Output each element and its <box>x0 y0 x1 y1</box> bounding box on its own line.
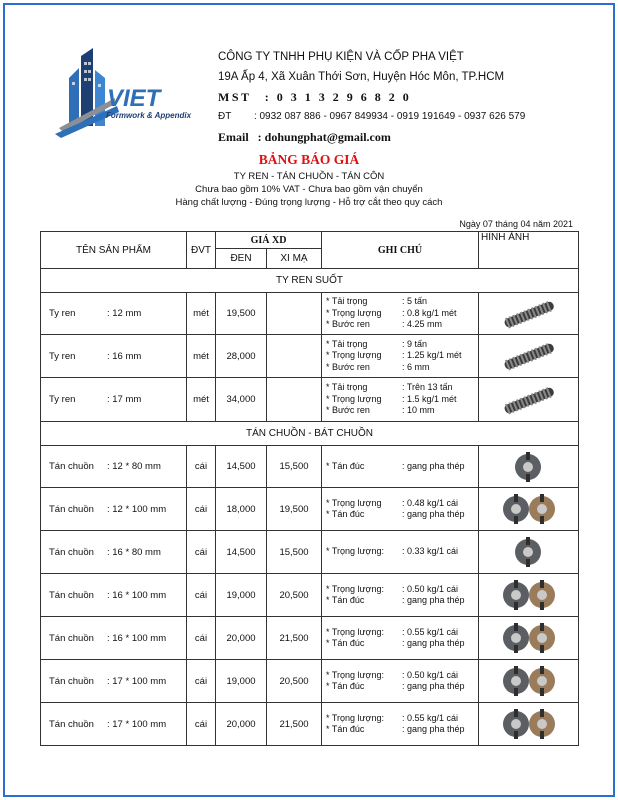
note-cell <box>322 446 479 488</box>
table-row <box>41 574 579 617</box>
product-name: Ty ren : 17 mm <box>41 378 187 422</box>
product-name: Tán chuồn : 16 * 100 mm <box>41 617 187 660</box>
note-line: * Tán đúc : gang pha thép <box>326 509 465 519</box>
price-black: 20,000 <box>216 703 267 746</box>
phone-numbers: ĐT : 0932 087 886 - 0967 849934 - 0919 191649 - 0937 626 579 <box>218 111 526 122</box>
note-line: * Trọng lượng : 1.25 kg/1 mét <box>326 350 462 361</box>
note-line: * Bước ren : 4.25 mm <box>326 319 443 330</box>
threaded-rod-icon <box>499 295 559 333</box>
header-price: GIÁ XD <box>216 232 322 249</box>
product-image <box>479 293 579 335</box>
note-cell <box>322 378 479 422</box>
price-table <box>40 231 579 746</box>
price-galv <box>267 293 322 335</box>
header-product: TÊN SẢN PHẨM <box>41 232 187 269</box>
unit-cell: mét <box>187 378 216 422</box>
header-unit: ĐVT <box>187 232 216 269</box>
price-black: 28,000 <box>216 335 267 378</box>
note-line: * Tán đúc : gang pha thép <box>326 460 465 471</box>
price-galv: 20,500 <box>267 660 322 703</box>
note-line: * Tán đúc : gang pha thép <box>326 724 465 734</box>
note-line: * Trọng lượng: : 0.55 kg/1 cái <box>326 626 459 637</box>
note-cell <box>322 703 479 746</box>
note-line: * Tán đúc : gang pha thép <box>326 595 465 605</box>
price-black: 19,500 <box>216 293 267 335</box>
table-row <box>41 293 579 335</box>
note-line: * Trọng lượng: : 0.50 kg/1 cái <box>326 669 459 680</box>
section-row <box>41 422 579 446</box>
building-logo-icon <box>55 48 205 138</box>
table-row <box>41 531 579 574</box>
note-cell <box>322 335 479 378</box>
company-address: 19A Ấp 4, Xã Xuân Thới Sơn, Huyện Hóc Môn, TP.HCM <box>218 71 505 83</box>
header-note: GHI CHÚ <box>322 232 479 269</box>
section-title: TY REN SUỐT <box>41 269 579 293</box>
product-image <box>479 488 579 531</box>
note-line: * Trọng lượng : 1.5 kg/1 mét <box>326 393 457 404</box>
header-black: ĐEN <box>216 249 267 269</box>
table-row <box>41 617 579 660</box>
price-galv <box>267 335 322 378</box>
note-cell <box>322 293 479 335</box>
note-line: * Tải trọng : 5 tấn <box>326 296 428 307</box>
product-image <box>479 574 579 617</box>
section-title: TÁN CHUỒN - BÁT CHUỒN <box>41 422 579 446</box>
product-image <box>479 531 579 574</box>
note-line: * Tán đúc : gang pha thép <box>326 681 465 691</box>
note-line: * Trọng lượng: : 0.55 kg/1 cái <box>326 712 459 723</box>
product-image <box>479 660 579 703</box>
price-galv: 15,500 <box>267 446 322 488</box>
section-row <box>41 269 579 293</box>
price-galv: 20,500 <box>267 574 322 617</box>
product-name: Tán chuồn : 12 * 80 mm <box>41 446 187 488</box>
page-title: BẢNG BÁO GIÁ <box>258 152 360 167</box>
price-black: 34,000 <box>216 378 267 422</box>
wing-nut-icon <box>498 705 560 743</box>
wing-nut-icon <box>498 576 560 614</box>
price-black: 19,000 <box>216 574 267 617</box>
note-line: * Bước ren : 10 mm <box>326 405 435 416</box>
unit-cell: mét <box>187 335 216 378</box>
email: Email : dohungphat@gmail.com <box>218 130 391 144</box>
note-line: * Trọng lượng: : 0.50 kg/1 cái <box>326 583 459 594</box>
product-image <box>479 617 579 660</box>
price-galv: 19,500 <box>267 488 322 531</box>
tax-code: MST : 0 3 1 3 2 9 6 8 2 0 <box>218 90 412 104</box>
product-image <box>479 335 579 378</box>
company-name: CÔNG TY TNHH PHỤ KIỆN VÀ CỐP PHA VIỆT <box>218 51 464 63</box>
price-galv: 21,500 <box>267 617 322 660</box>
product-name: Ty ren : 12 mm <box>41 293 187 335</box>
note-cell <box>322 574 479 617</box>
threaded-rod-icon <box>499 381 559 419</box>
note-line: * Trọng lượng: : 0.33 kg/1 cái <box>326 546 459 557</box>
note-cell <box>322 531 479 574</box>
price-black: 19,000 <box>216 660 267 703</box>
product-name: Tán chuồn : 17 * 100 mm <box>41 660 187 703</box>
product-name: Tán chuồn : 17 * 100 mm <box>41 703 187 746</box>
product-image <box>479 446 579 488</box>
unit-cell: mét <box>187 293 216 335</box>
product-name: Tán chuồn : 16 * 100 mm <box>41 574 187 617</box>
unit-cell: cái <box>187 446 216 488</box>
unit-cell: cái <box>187 574 216 617</box>
wing-nut-icon <box>498 448 560 486</box>
price-black: 20,000 <box>216 617 267 660</box>
table-row <box>41 660 579 703</box>
quote-date: Ngày 07 tháng 04 năm 2021 <box>459 219 573 229</box>
subtitle: TY REN - TÁN CHUỒN - TÁN CÔN Chưa bao gồm 10% VAT - Chưa bao gồm vận chuyển Hàng chất lượng - Đúng trọng lượng - Hỗ trợ cắt theo quy cách <box>175 171 443 208</box>
wing-nut-icon <box>498 490 560 528</box>
product-name: Tán chuồn : 16 * 80 mm <box>41 531 187 574</box>
product-image <box>479 378 579 422</box>
unit-cell: cái <box>187 617 216 660</box>
header-galv: XI MẠ <box>267 249 322 269</box>
svg-text:Formwork & Appendix: Formwork & Appendix <box>106 111 192 120</box>
note-cell <box>322 617 479 660</box>
price-black: 18,000 <box>216 488 267 531</box>
svg-text:VIET: VIET <box>107 85 161 112</box>
price-black: 14,500 <box>216 531 267 574</box>
price-galv <box>267 378 322 422</box>
price-black: 14,500 <box>216 446 267 488</box>
wing-nut-icon <box>498 533 560 571</box>
company-info <box>218 47 525 147</box>
unit-cell: cái <box>187 531 216 574</box>
note-line: * Bước ren : 6 mm <box>326 361 430 372</box>
unit-cell: cái <box>187 660 216 703</box>
header-image: HÌNH ẢNH <box>479 232 579 269</box>
table-row <box>41 703 579 746</box>
wing-nut-icon <box>498 662 560 700</box>
table-row <box>41 446 579 488</box>
company-logo <box>55 48 205 138</box>
note-line: * Trọng lượng : 0.8 kg/1 mét <box>326 307 457 318</box>
note-line: * Trọng lượng : 0.48 kg/1 cái <box>326 497 459 508</box>
table-row <box>41 488 579 531</box>
product-name: Tán chuồn : 12 * 100 mm <box>41 488 187 531</box>
note-cell <box>322 488 479 531</box>
threaded-rod-icon <box>499 337 559 375</box>
table-row <box>41 335 579 378</box>
price-galv: 15,500 <box>267 531 322 574</box>
note-line: * Tán đúc : gang pha thép <box>326 638 465 648</box>
unit-cell: cái <box>187 488 216 531</box>
price-galv: 21,500 <box>267 703 322 746</box>
wing-nut-icon <box>498 619 560 657</box>
unit-cell: cái <box>187 703 216 746</box>
product-image <box>479 703 579 746</box>
table-row <box>41 378 579 422</box>
product-name: Ty ren : 16 mm <box>41 335 187 378</box>
note-line: * Tải trọng : 9 tấn <box>326 338 428 349</box>
note-cell <box>322 660 479 703</box>
note-line: * Tải trọng : Trên 13 tấn <box>326 382 453 393</box>
